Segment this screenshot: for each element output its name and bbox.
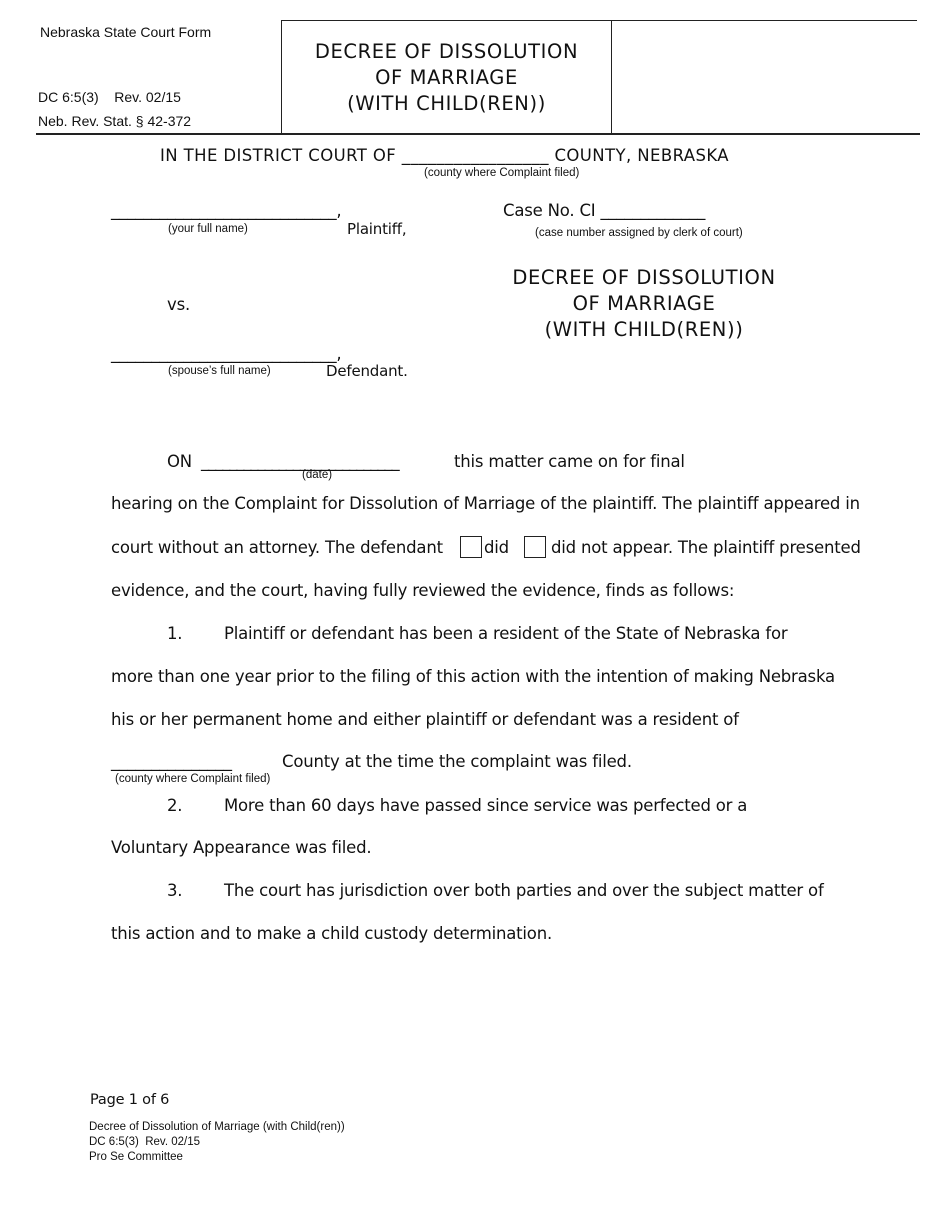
footer-doc-title: Decree of Dissolution of Marriage (with Child(ren)) — [89, 1121, 345, 1133]
court-line: IN THE DISTRICT COURT OF _________________ COUNTY, NEBRASKA — [160, 146, 729, 165]
statute-reference: Neb. Rev. Stat. § 42-372 — [38, 113, 192, 129]
finding-1-line: more than one year prior to the filing of this action with the intention of making Nebraska — [111, 667, 835, 686]
case-number: Case No. CI _____________ — [503, 201, 706, 220]
finding-1-number: 1. — [167, 624, 183, 643]
finding-1-line: his or her permanent home and either plaintiff or defendant was a resident of — [111, 710, 739, 729]
form-number: DC 6:5(3) Rev. 02/15 — [38, 89, 181, 105]
finding-1-county-rest: County at the time the complaint was filed. — [282, 752, 632, 771]
body-line-3: court without an attorney. The defendant — [111, 538, 443, 557]
header-bottom-rule — [36, 133, 920, 135]
case-number-hint: (case number assigned by clerk of court) — [535, 227, 743, 239]
caption-title-line-1: DECREE OF DISSOLUTION — [512, 266, 776, 289]
on-line-rest: this matter came on for final — [454, 452, 685, 471]
caption-title-line-3: (WITH CHILD(REN)) — [544, 318, 744, 341]
finding-3-line: this action and to make a child custody determination. — [111, 924, 552, 943]
plaintiff-name-hint: (your full name) — [168, 223, 248, 235]
hearing-date-hint: (date) — [302, 469, 333, 481]
header-top-rule — [281, 20, 917, 21]
footer-committee: Pro Se Committee — [89, 1151, 183, 1163]
caption-title-line-2: OF MARRIAGE — [572, 292, 716, 315]
header-title-line-2: OF MARRIAGE — [375, 66, 518, 89]
hearing-date-blank: ____________________________ — [201, 452, 399, 471]
versus-label: vs. — [167, 295, 191, 314]
plaintiff-name-blank: ____________________________, — [111, 201, 342, 220]
residence-county-hint: (county where Complaint filed) — [115, 773, 271, 785]
header-divider-right — [611, 20, 612, 133]
finding-2-line: Voluntary Appearance was filed. — [111, 838, 372, 857]
defendant-did-not-checkbox[interactable] — [524, 536, 546, 558]
on-label: ON — [167, 452, 192, 471]
page-number: Page 1 of 6 — [90, 1092, 170, 1108]
finding-2-number: 2. — [167, 796, 183, 815]
header-title — [282, 39, 611, 117]
residence-county-blank: _______________ — [111, 752, 232, 771]
footer-form-number: DC 6:5(3) Rev. 02/15 — [89, 1136, 201, 1148]
finding-1-first-line: Plaintiff or defendant has been a resident of the State of Nebraska for — [224, 624, 788, 643]
did-label: did — [484, 538, 509, 557]
body-line-4: evidence, and the court, having fully reviewed the evidence, finds as follows: — [111, 581, 735, 600]
defendant-did-checkbox[interactable] — [460, 536, 482, 558]
header-title-line-3: (WITH CHILD(REN)) — [347, 92, 546, 115]
defendant-name-hint: (spouse’s full name) — [168, 365, 271, 377]
finding-2-first-line: More than 60 days have passed since service was perfected or a — [224, 796, 748, 815]
plaintiff-label: Plaintiff, — [347, 220, 407, 238]
defendant-label: Defendant. — [326, 362, 408, 380]
defendant-name-blank: ____________________________, — [111, 344, 342, 363]
court-county-hint: (county where Complaint filed) — [424, 167, 580, 179]
did-not-label: did not appear. The plaintiff presented — [551, 538, 861, 557]
form-source: Nebraska State Court Form — [40, 24, 212, 40]
finding-3-first-line: The court has jurisdiction over both parties and over the subject matter of — [224, 881, 824, 900]
body-line-2: hearing on the Complaint for Dissolution of Marriage of the plaintiff. The plaintiff appeared in — [111, 494, 860, 513]
finding-3-number: 3. — [167, 881, 183, 900]
caption-title — [480, 265, 808, 343]
header-title-line-1: DECREE OF DISSOLUTION — [314, 40, 579, 63]
